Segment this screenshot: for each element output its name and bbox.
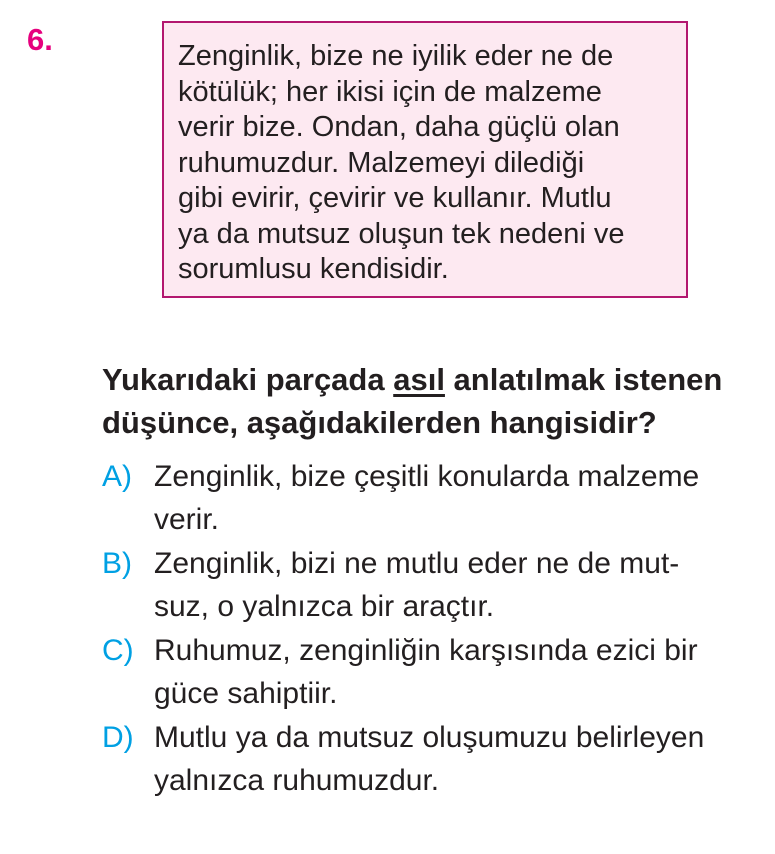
- option-text-line: güce sahiptiir.: [154, 677, 338, 710]
- option-text-line: Zenginlik, bize çeşitli konularda malzeme: [154, 460, 700, 493]
- option-letter: D): [102, 721, 134, 754]
- option-d[interactable]: [102, 716, 762, 802]
- option-letter: B): [102, 547, 132, 580]
- question-line-1: [102, 358, 762, 401]
- option-b[interactable]: [102, 542, 762, 628]
- answer-options: [102, 455, 762, 803]
- passage-line: gibi evirir, çevirir ve kullanır. Mutlu: [178, 182, 612, 214]
- option-text-line: verir.: [154, 503, 220, 536]
- option-letter: A): [102, 460, 132, 493]
- passage-line: ya da mutsuz oluşun tek nedeni ve: [178, 217, 625, 250]
- option-text-line: Zenginlik, bizi ne mutlu eder ne de mut-: [154, 547, 680, 580]
- passage-line: verir bize. Ondan, daha güçlü olan: [178, 111, 620, 143]
- option-text-line: Ruhumuz, zenginliğin karşısında ezici bir: [154, 634, 698, 667]
- question-underlined-word: asıl: [393, 362, 445, 397]
- passage-line: sorumlusu kendisidir.: [178, 253, 449, 285]
- question-line-2: düşünce, aşağıdakilerden hangisidir?: [102, 405, 657, 440]
- option-c[interactable]: [102, 629, 762, 715]
- passage-line: Zenginlik, bize ne iyilik eder ne de: [178, 40, 614, 72]
- option-text-line: yalnızca ruhumuzdur.: [154, 764, 440, 797]
- passage-line: ruhumuzdur. Malzemeyi dilediği: [178, 146, 585, 179]
- option-a[interactable]: [102, 455, 762, 541]
- passage-line: kötülük; her ikisi için de malzeme: [178, 75, 602, 108]
- passage-box: [162, 21, 688, 298]
- question-text-before: Yukarıdaki parçada: [102, 362, 394, 397]
- question-number: 6.: [27, 22, 53, 57]
- question-stem: [102, 358, 762, 444]
- question-text-after: anlatılmak istenen: [444, 362, 723, 397]
- option-text-line: suz, o yalnızca bir araçtır.: [154, 590, 495, 623]
- option-text-line: Mutlu ya da mutsuz oluşumuzu belirleyen: [154, 721, 705, 754]
- option-letter: C): [102, 634, 134, 667]
